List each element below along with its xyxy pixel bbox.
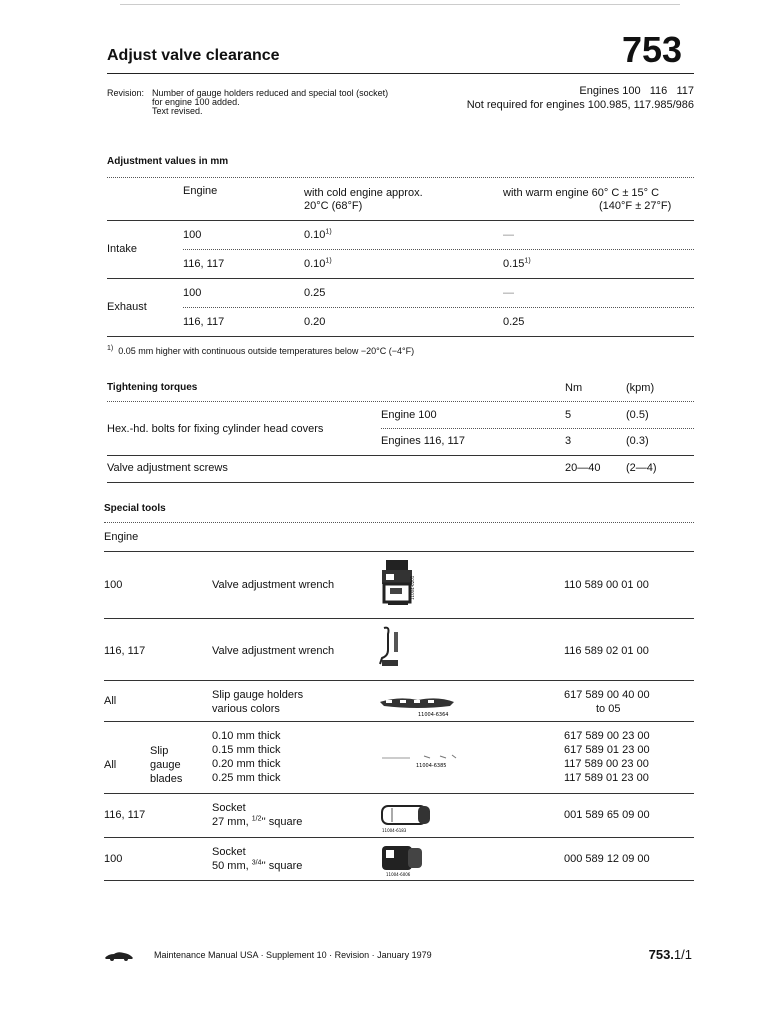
revision-line-3: Text revised.: [152, 106, 203, 116]
socket-27mm-illustration: [378, 800, 436, 834]
adj-row-1-engine: 100: [183, 229, 202, 241]
adj-col-warm-1: with warm engine 60° C ± 15° C: [503, 187, 660, 199]
torque-valve-nm: 20—40: [565, 462, 601, 474]
revision-line-1: Number of gauge holders reduced and special tool (socket): [152, 88, 389, 98]
tool-6-img-label: 11004-6006: [386, 872, 411, 877]
adj-group-rule: [107, 278, 694, 279]
torque-row-2-kpm: (0.3): [626, 435, 649, 447]
revision-not-required: Not required for engines 100.985, 117.985/986: [466, 99, 694, 111]
tool-5-desc-2: 27 mm, $^{1/2}$'' square: [212, 815, 303, 828]
tools-col-engine: Engine: [104, 531, 139, 543]
tool-4-part-2: 617 589 01 23 00: [564, 744, 650, 756]
torque-valve-label: Valve adjustment screws: [107, 462, 228, 474]
tools-bottom-rule: [104, 880, 694, 881]
adj-row-2-warm: 0.15$^{1)}$: [503, 257, 531, 270]
tool-6-engine: 100: [104, 853, 123, 865]
adjustment-top-rule: [107, 177, 694, 178]
exhaust-label: Exhaust: [107, 301, 147, 313]
adj-col-cold-1: with cold engine approx.: [304, 187, 423, 199]
tool-6-desc-1: Socket: [212, 846, 246, 858]
adj-col-warm-2: (140°F ± 27°F): [599, 200, 672, 212]
tool-4-size-4: 0.25 mm thick: [212, 772, 281, 784]
tool-4-name-3: blades: [150, 773, 183, 785]
tool-2-engine: 116, 117: [104, 645, 146, 657]
tool-3-part-1: 617 589 00 40 00: [564, 689, 650, 701]
torques-col-kpm: (kpm): [626, 382, 655, 394]
tool-4-img-label: 11004-6385: [416, 763, 447, 769]
tool-row-rule: [104, 680, 694, 681]
adj-row-4-engine: 116, 117: [183, 316, 225, 328]
torque-group-rule: [107, 455, 694, 456]
adj-row-1-warm: —: [503, 229, 514, 241]
valve-wrench-116-illustration: [376, 624, 406, 670]
tool-4-name-1: Slip: [150, 745, 169, 757]
tool-4-size-2: 0.15 mm thick: [212, 744, 281, 756]
adj-footnote: $^{1)}$ 0.05 mm higher with continuous outside temperatures below −20°C (−4°F): [107, 345, 415, 356]
torques-bottom-rule: [107, 482, 694, 483]
tool-3-part-2: to 05: [596, 703, 621, 715]
torque-row-2-nm: 3: [565, 435, 572, 447]
tool-5-desc-1: Socket: [212, 802, 246, 814]
tool-4-part-3: 117 589 00 23 00: [564, 758, 649, 770]
tool-1-img-label: 11004-6201: [410, 575, 415, 600]
adj-row-3-warm: —: [503, 287, 514, 299]
tool-3-img-label: 11004-6364: [418, 712, 449, 718]
adj-row-4-cold: 0.20: [304, 316, 326, 328]
slip-gauge-holders-illustration: [378, 692, 458, 718]
torque-row-2-engine: Engines 116, 117: [381, 435, 465, 447]
tool-4-name-2: gauge: [150, 759, 181, 771]
car-logo-icon: [104, 950, 134, 962]
tool-1-engine: 100: [104, 579, 123, 591]
torque-row-1-nm: 5: [565, 409, 572, 421]
tool-2-desc: Valve adjustment wrench: [212, 645, 335, 657]
tool-row-rule: [104, 793, 694, 794]
adjustment-heading: Adjustment values in mm: [107, 156, 229, 167]
adj-col-cold-2: 20°C (68°F): [304, 200, 363, 212]
tool-1-desc: Valve adjustment wrench: [212, 579, 335, 591]
tool-6-desc-2: 50 mm, $^{3/4}$'' square: [212, 859, 303, 872]
torque-row-1-kpm: (0.5): [626, 409, 649, 421]
revision-engines: Engines 100 116 117: [579, 85, 694, 97]
tool-4-size-3: 0.20 mm thick: [212, 758, 281, 770]
tools-top-rule: [104, 522, 694, 523]
footer-page-number: 753.1/1: [648, 947, 692, 962]
torque-row-rule: [381, 428, 694, 429]
revision-line-2: for engine 100 added.: [152, 97, 240, 107]
page-title: Adjust valve clearance: [107, 47, 280, 64]
tool-5-engine: 116, 117: [104, 809, 146, 821]
page-number: 753: [622, 29, 683, 70]
tool-2-part: 116 589 02 01 00: [564, 645, 649, 657]
tool-3-desc-2: various colors: [212, 703, 280, 715]
tool-row-rule: [104, 618, 694, 619]
adj-row-3-engine: 100: [183, 287, 202, 299]
torques-col-nm: Nm: [565, 382, 583, 394]
tool-row-rule: [104, 721, 694, 722]
tools-header-rule: [104, 551, 694, 552]
top-scan-line: [120, 4, 680, 5]
adj-row-2-engine: 116, 117: [183, 258, 225, 270]
adj-row-2-cold: 0.10$^{1)}$: [304, 257, 332, 270]
tool-1-part: 110 589 00 01 00: [564, 579, 649, 591]
valve-wrench-100-illustration: [378, 556, 422, 610]
tool-3-engine: All: [104, 695, 117, 707]
tool-5-part: 001 589 65 09 00: [564, 809, 650, 821]
slip-gauge-blades-illustration: [380, 752, 460, 772]
torque-row-1-engine: Engine 100: [381, 409, 437, 421]
header-rule: [107, 73, 694, 74]
adjustment-bottom-rule: [107, 336, 694, 337]
intake-label: Intake: [107, 243, 137, 255]
adj-row-3-cold: 0.25: [304, 287, 326, 299]
tool-row-rule: [104, 837, 694, 838]
adj-row-4-warm: 0.25: [503, 316, 525, 328]
adj-row-rule: [183, 307, 694, 308]
tool-3-desc-1: Slip gauge holders: [212, 689, 304, 701]
torques-heading: Tightening torques: [107, 382, 198, 393]
adj-row-rule: [183, 249, 694, 250]
tool-4-engine: All: [104, 759, 117, 771]
tool-6-part: 000 589 12 09 00: [564, 853, 650, 865]
revision-label: Revision:: [107, 88, 145, 98]
torques-hex-label: Hex.-hd. bolts for fixing cylinder head covers: [107, 423, 324, 435]
torque-valve-kpm: (2—4): [626, 462, 657, 474]
adjustment-header-rule: [107, 220, 694, 221]
adj-col-engine: Engine: [183, 185, 218, 197]
footer-text: Maintenance Manual USA · Supplement 10 · Revision · January 1979: [154, 950, 432, 960]
tool-4-part-1: 617 589 00 23 00: [564, 730, 650, 742]
adj-row-1-cold: 0.10$^{1)}$: [304, 228, 332, 241]
tool-4-size-1: 0.10 mm thick: [212, 730, 281, 742]
tool-5-img-label: 11004-6183: [382, 828, 407, 833]
socket-50mm-illustration: [378, 842, 428, 878]
tools-heading: Special tools: [104, 503, 166, 514]
tool-4-part-4: 117 589 01 23 00: [564, 772, 649, 784]
torques-top-rule: [107, 401, 694, 402]
